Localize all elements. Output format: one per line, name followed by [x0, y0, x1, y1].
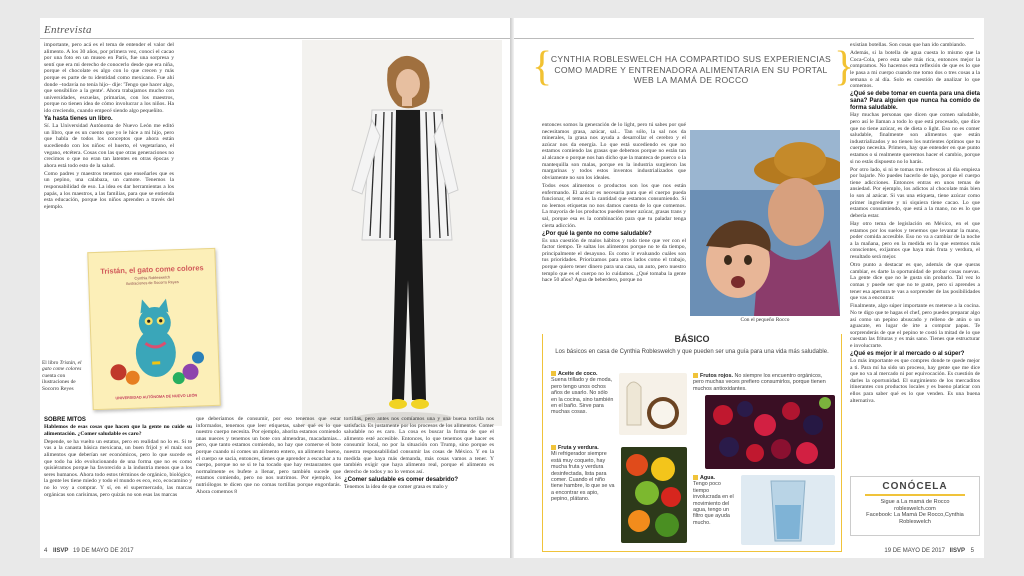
item-text: Suena trillado y de moda, pero tengo unos ochos años de usarlo. No sólo en la cocina, sino también en el baño. Sirve para muchas cosas. [551, 377, 614, 416]
question-heading: ¿Comer saludable es comer desabrido? [344, 476, 459, 483]
caption-text: El libro [42, 360, 60, 366]
paragraph: Como padres y maestros tenemos que enseñarles que es un pepino, una calabaza, un camote. Tenemos la responsabilidad de eso. La idea es dar herramientas a los papás, a los maestros, a las familias, para que se entienda esta educación, porque los niños aprenden a través del ejemplo. [44, 170, 174, 210]
paragraph: Otro punto a destacar es que, además de que queras cambiar, es darte la oportunidad de probar cosas nuevas. La gente dice que no le gusta sin probarlo. Tal vez lo comas y puede ser que no te guste, pero si aprendes a tener esa apertura te vas a sorprender de las posibilidades que vas a encontrar. [850, 262, 980, 302]
cat-illustration [104, 291, 207, 390]
paragraph: Sí. La Universidad Autónoma de Nuevo León me editó un libro, que es un cuento que yo le hice a mi hijo, pero que habla de todos los conceptos que ahora están sucediendo con los niños: el huerto, el vegetariano, el vegano, etcétera. Cosas con las que otras generaciones no crecimos o que no eran tan latentes en otras épocas y ahora está todo esto de la salud. [44, 123, 174, 169]
left-footer [44, 548, 134, 554]
selfie-illustration [690, 130, 840, 316]
paragraph: Tenemos la idea de que comer grasa es malo y [344, 483, 448, 490]
brand: IISVP [949, 548, 965, 554]
sobre-mitos-heading: SOBRE MITOS [44, 417, 86, 423]
section-label: Entrevista [44, 24, 92, 36]
item-text: Mi refrigerador siempre está muy coqueto, hay mucha fruta y verdura desinfectada, lista para comer. Cuando el niño tiene hambre, lo que se va a encontrar es apio, pepino, plátano. [551, 451, 615, 503]
paragraph: Depende, se ha vuelto un estatus, pero en realidad no lo es. Si te vas a la canasta básica mexicana, un buen frijol y el maíz son alimentos que deberían ser económicos, pero lo que sucede es que todo ha ido evolucionando de una forma que no es como quisiéramos porque ha favorecido a la industria menos que a los seres humanos. Ahora todo estos términos de orgánico, biológico, la gente les tiene miedo y todo el mundo es eco, eco, ecocamino y no lo voy a comprar. Y sí, en el supermercado, las marcas orgánicas son carísimas, pero quizás no son esas las marcas [44, 438, 192, 498]
conocela-divider [865, 494, 965, 496]
paragraph: Todos esos alimentos o productos son los que nos están enfermando. El azúcar es necesaria para que el cuerpo pueda funcionar, el tema es la cantidad que estamos consumiendo. Si no leemos etiquetas no nos damos cuenta de lo que comemos. La mayoría de los productos pueden tener azúcar, grasas trans y sal, porque esa es la combinación para que tu paladar tenga cierta adicción. [542, 182, 686, 229]
date: 19 DE MAYO DE 2017 [884, 548, 945, 554]
bullet-icon [551, 445, 556, 450]
right-column-1 [542, 122, 686, 326]
left-column-2 [196, 416, 341, 548]
question-heading: ¿Por qué la gente no come saludable? [542, 230, 652, 237]
paragraph: que deberíamos de consumir, por eso tenemos que estar informados, tenemos que leer etiquetas, saber qué es lo que nuestro cuerpo necesita. Por ejemplo, ahorita estamos comiendo unas nueces y tenemos un bote con almendras, macadamias... pero, que tanto estamos comiendo, no hay que comerse el bote porque cuando ni comes un alimento entero, un alimento bueno, el cuerpo se sacia, entonces, tienes que aprender a escuchar a tu cuerpo, porque no se si te ha tocado que hay restaurantes que normalmente es bufete a llenar, pero también sucede que estamos comiendo, pero no nos nutrimos. Por ejemplo, los nutriólogos te dicen que no comas tortillas porque engordarás. Ahora comemos 8 [196, 416, 341, 495]
book-caption [42, 360, 86, 392]
book-cover [87, 248, 220, 410]
conocela-facebook: Facebook: La Mamá De Rocco,Cynthia Robleswelch [866, 512, 964, 525]
right-column-2 [850, 42, 980, 472]
header-rule [40, 38, 510, 39]
paragraph: Es una cuestión de malos hábitos y todo tiene que ver con el factor tiempo. Te saltas los alimentos porque no te da tiempo, principalmente el desayuno. Es como ir evaluando cuáles son tus prioridades. Priorizamos para otros lados como el trabajo, porque quiero tener dinero para una casa, un auto, pero nuestro templo que es el cuerpo no lo cuidamos. ¿Qué tomaba la gente hace 50 años? Agua de beberdero, porque no [542, 237, 686, 284]
item-name: Aceite de coco. [558, 371, 598, 377]
question-heading: ¿Qué se debe tomar en cuenta para una dieta sana? Para alguien que nunca ha comido de forma saludable. [850, 91, 980, 112]
question-heading: Ya hasta tienes un libro. [44, 116, 113, 123]
paragraph: Lo más importante es que compres donde te quede mejor a ti. Para mí ha sido un proceso, hay gente que me dice que no va al mercado ni por equivocación. Es cuestión de darles la oportunidad. El surgimiento de los mercaditos itinerantes con productos locales y es bueno platicar con ellos para saber qué es lo que venden. Es una buena alternativa. [850, 358, 980, 404]
paragraph: existían botellas. Son cosas que han ido cambiando. [850, 42, 967, 48]
quote-close-icon: } [834, 44, 855, 90]
berries-image [705, 395, 835, 469]
conocela-website: robleswelch.com [894, 505, 936, 512]
water-image [741, 475, 835, 545]
item-name: Frutos rojos. [700, 373, 733, 379]
conocela-box [850, 476, 980, 536]
question-heading: ¿Qué es mejor ir al mercado o al súper? [850, 351, 965, 358]
conocela-title: CONÓCELA [882, 481, 948, 492]
bullet-icon [551, 371, 556, 376]
fruits-vegetables-image [621, 447, 687, 543]
item-name: Agua. [700, 475, 715, 481]
basico-box [542, 334, 842, 552]
book-illustrator: Ilustraciones de Socorro Reyes [125, 280, 179, 286]
basico-title: BÁSICO [543, 334, 841, 344]
basico-item-frutos [693, 373, 833, 392]
page-number: 4 [44, 548, 48, 554]
paragraph: Hay muchas personas que dicen que comen saludable, pero así le llaman a todo lo que está procesado, que dice que no tiene azúcar, es de dieta o light. Eso no es comer saludable, finalmente son alimentos que están industrializados y no tienen los nutrientes óptimos que tu cuerpo necesita. Primero, hay que entender en que punto estamos o si realmente queremos hacer el cambio, porque si no estás dispuesto no lo harás. [850, 112, 980, 165]
conocela-line: Sigue a La mamá de Rocco [880, 499, 950, 505]
right-page [514, 18, 984, 558]
paragraph: Finalmente, algo súper importante es meterse a la cocina. No te digo que te hagas el chef, pero puedes preparar algo así como un pepino abuscado y relleno de atún o un aguacate, en lugar de irte a comprar papas. Te sorprenderás de que el pepino te costó la mitad de lo que cuestan las frituras y es más sano. Tienes que estructurar e involucrarte. [850, 303, 980, 349]
right-footer [884, 548, 974, 554]
photo-caption: Con el pequeño Rocco [740, 317, 790, 323]
caption-book-title: Tristán, el gato come colores [42, 360, 82, 373]
coconut-image [619, 373, 687, 435]
pull-quote: CYNTHIA ROBLESWELCH HA COMPARTIDO SUS EXPERIENCIAS COMO MADRE Y ENTRENADORA ALIMENTARIA EN SU PORTAL WEB LA MAMÁ DE ROCCO [550, 54, 832, 85]
bullet-icon [693, 373, 698, 378]
book-title: Tristán, el gato come colores [100, 263, 204, 276]
book-publisher: UNIVERSIDAD AUTÓNOMA DE NUEVO LEÓN [115, 393, 198, 401]
paragraph: Hay otro tema de legislación en México, en el que estamos por los suelos y tenemos que levantar la mano, poder comida accesible. Eso no va a cambiar de la noche a la mañana, pero en la medida en la que estemos más conscientes, exijamos que haya más fruta y verdura, el resultado será mejor. [850, 221, 980, 260]
paragraph: entonces somos la generación de lo light, pero tú sabes por qué necesitamos grasa, azúcar, sal... Tan sólo, la sal nos da minerales, la grasa nos ayuda a desarrollar el cerebro y el azúcar nos da energía. Lo que está sucediendo es que no estamos comiendo las grasas que debemos porque no están tan al alcance o porque nos han dicho que la manteca de puerco o la mantequilla son malas, porque en la industria surgieron las margarinas y todos estos inventos industrializados que obviamente no son los ideales. [542, 122, 686, 181]
book-credits [89, 274, 215, 288]
item-name: Fruta y verdura. [558, 445, 599, 451]
basico-item-aceite [551, 371, 615, 416]
item-text: Tengo poco tiempo involucrada en el movimiento del agua, tengo un filtro que ayuda mucho. [693, 481, 734, 526]
portrait-photo [302, 40, 502, 426]
paragraph: tortillas, pero antes nos comíamos una y una buena tortilla nos satisfacía. Es justamente por los procesos de los alimentos. Comer saludable no es caro. La cosa es buscar la forma de que el alimento esté accesible. Entonces, lo que tenemos que hacer es consumir local, no por la situación con Trump, sino porque es nuestra responsabilidad consumir las cosas de México. Y en la medida que haya más demanda, más cosas vamos a tener. Y también exigir que haya alimento real, porque el alimento es derecho de todos y no lo vemos así. [344, 416, 494, 475]
selfie-photo [690, 130, 840, 316]
basico-item-agua [693, 475, 737, 526]
header-rule [514, 38, 974, 39]
date: 19 DE MAYO DE 2017 [73, 548, 134, 554]
basico-item-fruta [551, 445, 615, 503]
bullet-icon [693, 475, 698, 480]
item-text: No siempre los encuentro orgánicos, pero muchas veces prefiero consumirlos, porque tienen muchos antioxidantes. [693, 373, 826, 392]
paragraph: importante, pero acá es el tema de entender el valor del alimento. A los 30 años, por primera vez, conocí el cacao por una foto en un museo en París, fue una sorpresa y sentí que era mi derecho de conocerlo desde que era niña, porque el chocolate es algo con lo que crecen y más porque es parte de tu identidad como mexicano. Fue ahí donde –todavía no tenía hijo– dije: 'Tengo que hacer algo, que sensibilice a la gente'. Ahora trabajamos mucho con universidades, escuelas, primarias, con los maestros, porque no tienen idea de cómo involucrar a los niños. Ha ido creciendo, cuando empecé siendo algo pequeñito. [44, 42, 174, 114]
paragraph: Por otro lado, si ni te tomas tres refrescos al día empieza por bajarle. No puedes hacerlo de tajo, porque el cuerpo tiene adicciones. Entonces entras en unos temas de ansiedad. Por ejemplo, los adictos al chocolate más bien lo son al azúcar. Si vas una etiqueta, tiene azúcar como primer ingrediente y ni siquiera tiene cacao. Lo que estamos consumiendo, que está a la mano, no es lo que debería estar. [850, 166, 980, 219]
left-column-1 [44, 42, 174, 262]
basico-intro: Los básicos en casa de Cynthia Robleswelch y que pueden ser una guía para una vida más saludable. [555, 349, 829, 355]
brand: IISVP [53, 548, 69, 554]
paragraph: Además, si la botella de agua cuesta lo mismo que la Coca-Cola, pero esta sabe más rica, entonces mejor la compramos. No hacemos esta reflexión de que es lo que le pasa a mi cuerpo cuando me tomo dos o tres cosas a la semana o al día. Solo es cuestión de analizar lo que comemos. [850, 50, 980, 90]
quote-open-icon: { [532, 44, 553, 90]
caption-text: cuenta con ilustraciones de Socorro Reyes [42, 372, 76, 392]
left-column-3 [344, 416, 494, 548]
left-page [40, 18, 510, 558]
book-author: Cynthia Robleswelch [134, 275, 171, 281]
page-number: 5 [970, 548, 974, 554]
sobre-mitos-lead: Hablemos de esas cosas que hacen que la gente no cuide su alimentación. ¿Comer saludable es caro? [44, 424, 192, 437]
portrait-illustration [302, 40, 502, 426]
left-column-sobre-mitos [44, 416, 192, 548]
